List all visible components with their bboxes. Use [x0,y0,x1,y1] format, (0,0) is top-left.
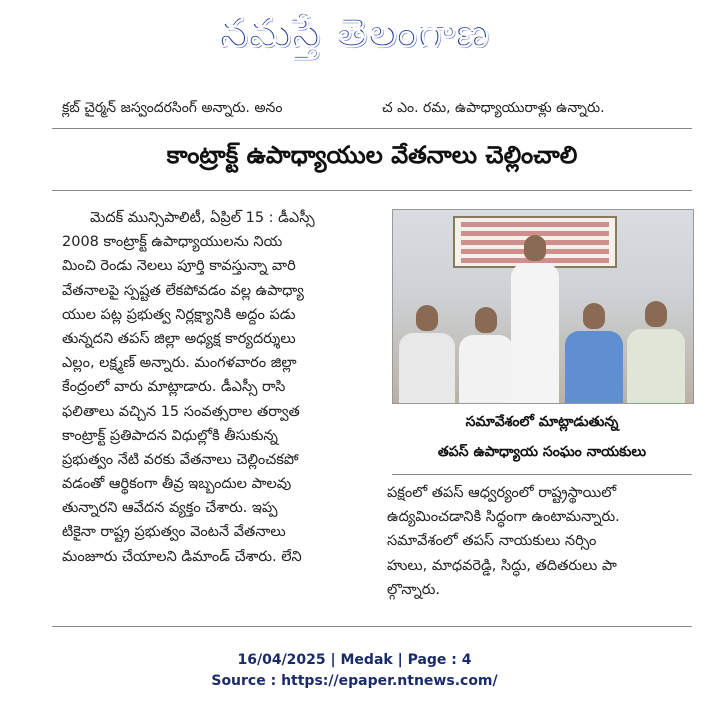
article-line: ప్రభుత్వం నేటి వరకు వేతనాలు చెల్లించకపో [62,451,299,468]
article-line: మంజూరు చేయాలని డిమాండ్ చేశారు. లేని [62,548,302,565]
person [565,331,623,403]
divider-rule [52,190,692,191]
person [399,333,455,403]
photo-caption-line: తపస్ ఉపాధ్యాయ సంఘం నాయకులు [437,444,647,460]
article-line: టికైనా రాష్ట్ర ప్రభుత్వం వెంటనే వేతనాలు [62,524,286,541]
article-line: మెదక్ మున్సిపాలిటీ, ఏప్రిల్ 15 : డీఎస్సీ [90,210,315,226]
divider-rule [52,128,692,129]
article-line: తున్నారని ఆవేదన వ్యక్తం చేశారు. ఇప్ప [62,500,278,517]
person [627,329,685,403]
article-line: కాంట్రాక్ట్ ప్రతిపాదన విధుల్లోకి తీసుకున్న [62,427,278,444]
article-line: 2008 కాంట్రాక్ట్ ఉపాధ్యాయులను నియ [62,234,283,251]
article-line: ఫలితాలు వచ్చిన 15 సంవత్సరాల తర్వాత [62,403,300,420]
article-body [62,206,372,569]
article-line: ల్గొన్నారు. [387,581,440,598]
article-line: మించి రెండు నెలలు పూర్తి కావస్తున్నా వారి [62,258,296,275]
photo-caption [392,407,692,467]
divider-rule [52,626,692,627]
edition-info: 16/04/2025 | Medak | Page : 4 [237,652,472,668]
previous-article-snippet-left: క్లబ్ చైర్మన్ జస్వందరసింగ్ అన్నారు. అనం [62,100,283,116]
article-line: యుల పట్ల ప్రభుత్వ నిర్లక్ష్యానికి అద్దం పడు [62,306,296,323]
article-headline: కాంట్రాక్ట్ ఉపాధ్యాయుల వేతనాలు చెల్లించాలి [166,141,578,169]
divider-rule [392,474,692,475]
article-line: ఎల్లం, లక్ష్మణ్ అన్నారు. మంగళవారం జిల్లా [62,355,297,372]
photo-caption-line: సమావేశంలో మాట్లాడుతున్న [465,414,619,430]
newspaper-masthead: నమస్తే తెలంగాణ [219,10,490,56]
article-line: హులు, మాధవరెడ్డి, సిద్ధు, తదితరులు పా [387,557,617,574]
article-continuation [387,481,697,602]
article-line: కేంద్రంలో వారు మాట్లాడారు. డీఎస్సీ రాసి [62,379,286,396]
article-line: తున్నదని తపస్ జిల్లా అధ్యక్ష కార్యదర్శులు [62,330,296,347]
person [459,335,513,403]
person [511,263,559,403]
article-line: పక్షంలో తపస్ ఆధ్వర్యంలో రాష్ట్రస్థాయిలో [387,485,617,501]
news-photo [392,209,694,404]
source-link[interactable]: Source : https://epaper.ntnews.com/ [211,673,498,689]
article-line: ఉద్యమించడానికి సిద్ధంగా ఉంటామన్నారు. [387,509,620,526]
article-line: వడంతో ఆర్థికంగా తీవ్ర ఇబ్బందుల పాలవు [62,476,292,493]
article-line: సమావేశంలో తపస్ నాయకులు నర్సిం [387,533,597,550]
previous-article-snippet-right: చ ఎం. రమ, ఉపాధ్యాయురాళ్లు ఉన్నారు. [382,100,605,116]
article-line: వేతనాలపై స్పష్టత లేకపోవడం వల్ల ఉపాధ్యా [62,282,304,299]
